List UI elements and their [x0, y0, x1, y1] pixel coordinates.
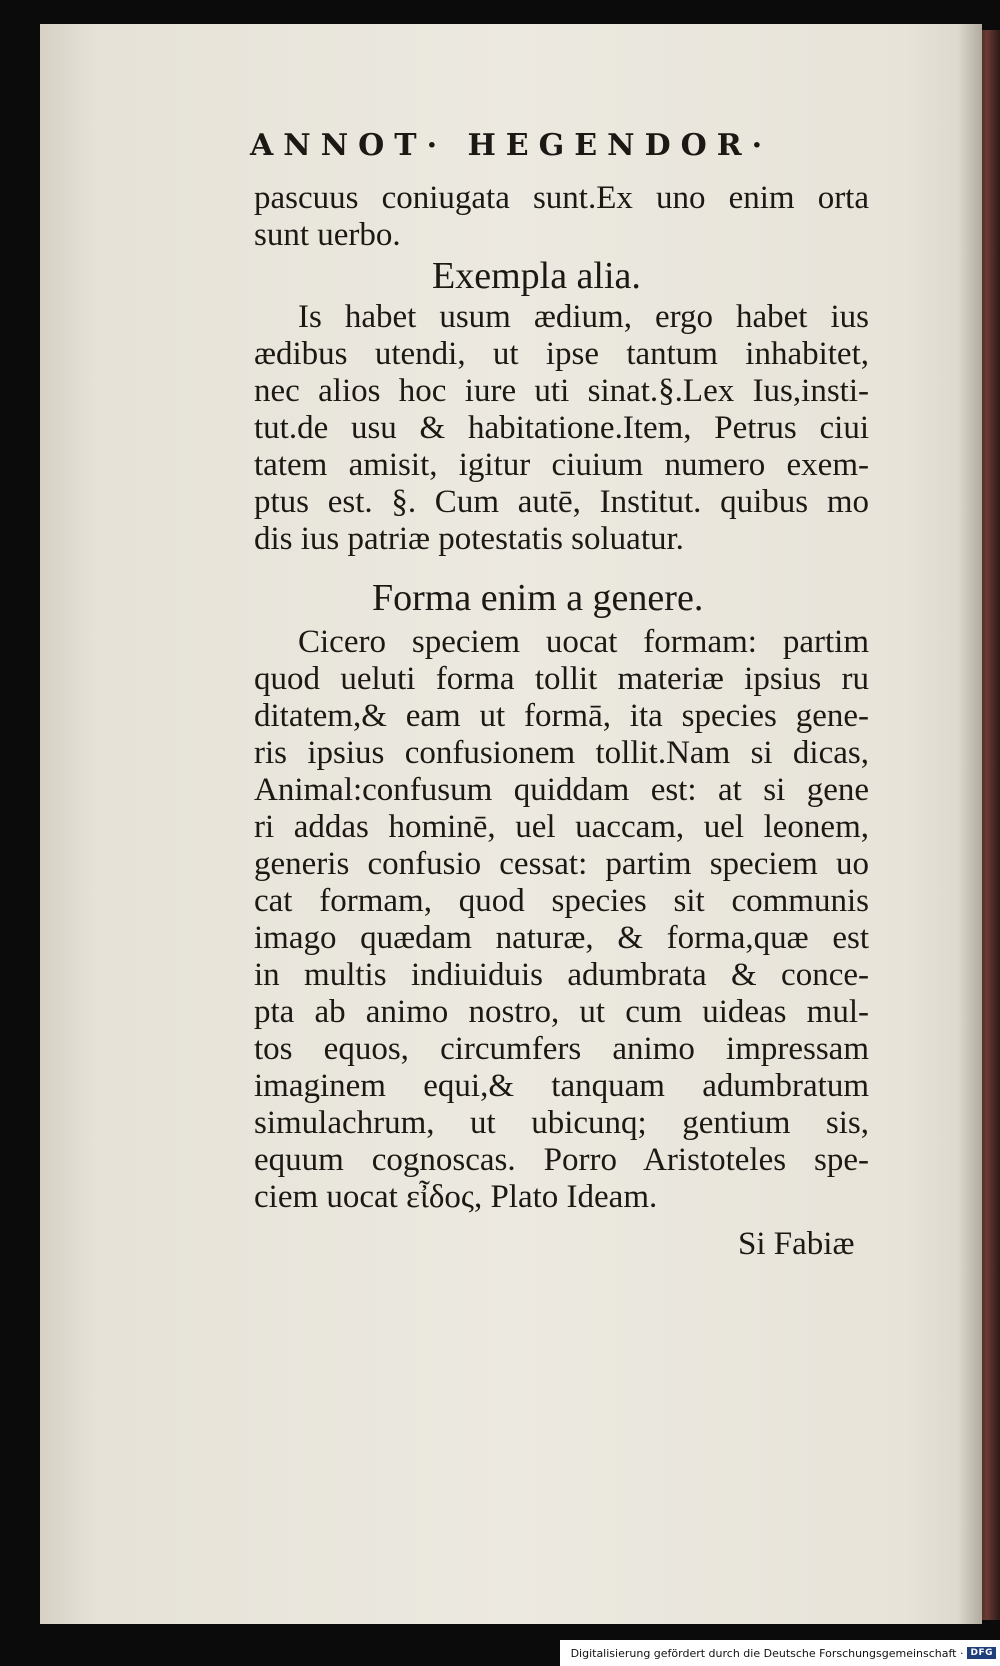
- text-line: tatem amisit, igitur ciuium numero exem-: [254, 447, 869, 483]
- text-line: tut.de usu & habitatione.Item, Petrus ciui: [254, 410, 869, 446]
- dfg-logo: DFG: [967, 1647, 996, 1659]
- text-line: tos equos, circumfers animo impressam: [254, 1031, 869, 1067]
- running-head: ANNOT· HEGENDOR·: [250, 128, 773, 163]
- text-line: Animal:confusum quiddam est: at si gene: [254, 772, 869, 808]
- text-line: ris ipsius confusionem tollit.Nam si dicas,: [254, 735, 869, 771]
- digitization-footer: [560, 1640, 1000, 1666]
- footer-text: Digitalisierung gefördert durch die Deutsche Forschungsgemeinschaft ·: [570, 1646, 964, 1660]
- text-line: ri addas hominē, uel uaccam, uel leonem,: [254, 809, 869, 845]
- text-line: ciem uocat εἶδος, Plato Ideam.: [254, 1179, 658, 1215]
- text-line: in multis indiuiduis adumbrata & conce-: [254, 957, 869, 993]
- text-line: imago quædam naturæ, & forma,quæ est: [254, 920, 869, 956]
- text-line: equum cognoscas. Porro Aristoteles spe-: [254, 1142, 869, 1178]
- text-line: Is habet usum ædium, ergo habet ius: [298, 299, 869, 335]
- catchword: Si Fabiæ: [738, 1226, 855, 1262]
- text-line: quod ueluti forma tollit materiæ ipsius ru: [254, 661, 869, 697]
- text-line: imaginem equi,& tanquam adumbratum: [254, 1068, 869, 1104]
- text-line: Cicero speciem uocat formam: partim: [298, 624, 869, 660]
- text-line: sunt uerbo.: [254, 217, 401, 253]
- text-line: simulachrum, ut ubicunq; gentium sis,: [254, 1105, 869, 1141]
- text-line: ptus est. §. Cum autē, Institut. quibus mo: [254, 484, 869, 520]
- text-line: nec alios hoc iure uti sinat.§.Lex Ius,insti-: [254, 373, 869, 409]
- text-line: ædibus utendi, ut ipse tantum inhabitet,: [254, 336, 869, 372]
- text-line: dis ius patriæ potestatis soluatur.: [254, 521, 684, 557]
- section-heading: Forma enim a genere.: [372, 577, 704, 619]
- page-shadow: [958, 24, 982, 1624]
- text-line: pta ab animo nostro, ut cum uideas mul-: [254, 994, 869, 1030]
- text-line: pascuus coniugata sunt.Ex uno enim orta: [254, 180, 869, 216]
- section-heading: Exempla alia.: [432, 255, 641, 297]
- text-line: ditatem,& eam ut formā, ita species gene-: [254, 698, 869, 734]
- text-line: cat formam, quod species sit communis: [254, 883, 869, 919]
- text-line: generis confusio cessat: partim speciem uo: [254, 846, 869, 882]
